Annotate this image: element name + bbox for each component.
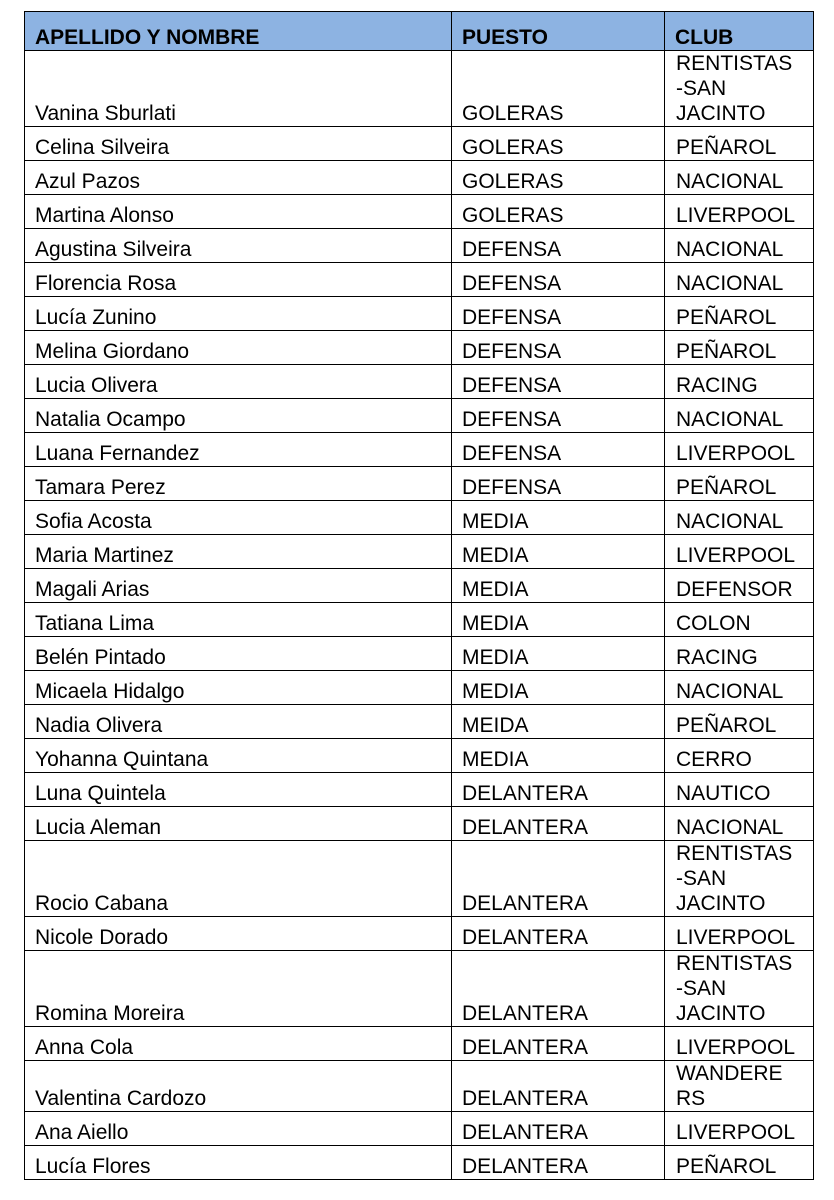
table-row xyxy=(25,739,814,773)
club-line: JACINTO xyxy=(676,892,766,915)
club-line: RS xyxy=(676,1087,706,1110)
player-club xyxy=(665,535,814,569)
player-name: Valentina Cardozo xyxy=(25,1061,452,1112)
player-position: MEDIA xyxy=(452,569,665,603)
table-row xyxy=(25,399,814,433)
player-name: Magali Arias xyxy=(25,569,452,603)
player-club xyxy=(665,569,814,603)
club-line: PEÑAROL xyxy=(676,714,777,737)
player-position: GOLERAS xyxy=(452,161,665,195)
club-line: LIVERPOOL xyxy=(676,442,796,465)
player-club xyxy=(665,671,814,705)
player-name: Azul Pazos xyxy=(25,161,452,195)
table-row xyxy=(25,297,814,331)
player-name: Micaela Hidalgo xyxy=(25,671,452,705)
player-name: Anna Cola xyxy=(25,1027,452,1061)
player-position: MEDIA xyxy=(452,501,665,535)
header-position: PUESTO xyxy=(452,12,665,51)
player-club xyxy=(665,399,814,433)
player-name: Sofia Acosta xyxy=(25,501,452,535)
club-line: LIVERPOOL xyxy=(676,1036,796,1059)
club-line: LIVERPOOL xyxy=(676,544,796,567)
club-line: JACINTO xyxy=(676,1002,766,1025)
club-line: PEÑAROL xyxy=(676,340,777,363)
player-name: Natalia Ocampo xyxy=(25,399,452,433)
player-position: MEDIA xyxy=(452,637,665,671)
table-row xyxy=(25,705,814,739)
player-name: Tamara Perez xyxy=(25,467,452,501)
club-line: NACIONAL xyxy=(676,408,784,431)
player-club xyxy=(665,127,814,161)
player-position: DELANTERA xyxy=(452,1027,665,1061)
club-line: -SAN xyxy=(676,977,727,1000)
club-line: NACIONAL xyxy=(676,170,784,193)
header-name: APELLIDO Y NOMBRE xyxy=(25,12,452,51)
player-position: GOLERAS xyxy=(452,51,665,127)
player-club xyxy=(665,501,814,535)
roster-body xyxy=(25,51,814,1180)
player-club xyxy=(665,773,814,807)
player-position: DEFENSA xyxy=(452,331,665,365)
player-club xyxy=(665,467,814,501)
table-row xyxy=(25,467,814,501)
table-row xyxy=(25,331,814,365)
club-line: NACIONAL xyxy=(676,510,784,533)
player-club xyxy=(665,365,814,399)
club-line: PEÑAROL xyxy=(676,476,777,499)
player-position: DELANTERA xyxy=(452,807,665,841)
player-position: DEFENSA xyxy=(452,229,665,263)
player-club xyxy=(665,603,814,637)
player-name: Celina Silveira xyxy=(25,127,452,161)
player-name: Yohanna Quintana xyxy=(25,739,452,773)
table-row xyxy=(25,637,814,671)
table-row xyxy=(25,535,814,569)
player-club xyxy=(665,263,814,297)
table-row xyxy=(25,263,814,297)
club-line: RENTISTAS xyxy=(676,842,793,865)
player-name: Lucía Zunino xyxy=(25,297,452,331)
player-name: Martina Alonso xyxy=(25,195,452,229)
player-name: Ana Aiello xyxy=(25,1112,452,1146)
player-club xyxy=(665,1027,814,1061)
club-line: LIVERPOOL xyxy=(676,204,796,227)
header-row xyxy=(25,12,814,51)
club-line: -SAN xyxy=(676,77,727,100)
player-club xyxy=(665,951,814,1027)
player-club xyxy=(665,1112,814,1146)
player-name: Lucia Aleman xyxy=(25,807,452,841)
table-row xyxy=(25,365,814,399)
table-row xyxy=(25,161,814,195)
player-position: MEDIA xyxy=(452,739,665,773)
player-club xyxy=(665,433,814,467)
player-club xyxy=(665,1146,814,1180)
player-position: MEDIA xyxy=(452,603,665,637)
player-club xyxy=(665,161,814,195)
player-club xyxy=(665,637,814,671)
player-position: DELANTERA xyxy=(452,1061,665,1112)
player-club xyxy=(665,841,814,917)
table-row xyxy=(25,229,814,263)
player-club xyxy=(665,739,814,773)
club-line: NAUTICO xyxy=(676,782,771,805)
table-row xyxy=(25,671,814,705)
player-position: DELANTERA xyxy=(452,1112,665,1146)
table-row xyxy=(25,501,814,535)
table-row xyxy=(25,1061,814,1112)
player-position: GOLERAS xyxy=(452,127,665,161)
club-line: COLON xyxy=(676,612,751,635)
club-line: PEÑAROL xyxy=(676,306,777,329)
player-club xyxy=(665,917,814,951)
player-name: Tatiana Lima xyxy=(25,603,452,637)
club-line: DEFENSOR xyxy=(676,578,793,601)
club-line: LIVERPOOL xyxy=(676,1121,796,1144)
player-name: Vanina Sburlati xyxy=(25,51,452,127)
club-line: -SAN xyxy=(676,867,727,890)
player-club xyxy=(665,331,814,365)
player-name: Luna Quintela xyxy=(25,773,452,807)
table-row xyxy=(25,195,814,229)
player-club xyxy=(665,51,814,127)
player-position: MEDIA xyxy=(452,535,665,569)
roster-table xyxy=(24,11,814,1180)
club-line: CERRO xyxy=(676,748,752,771)
player-position: GOLERAS xyxy=(452,195,665,229)
table-row xyxy=(25,1112,814,1146)
player-name: Rocio Cabana xyxy=(25,841,452,917)
player-position: DELANTERA xyxy=(452,841,665,917)
player-name: Nadia Olivera xyxy=(25,705,452,739)
player-position: DELANTERA xyxy=(452,1146,665,1180)
club-line: NACIONAL xyxy=(676,680,784,703)
table-row xyxy=(25,1027,814,1061)
club-line: JACINTO xyxy=(676,102,766,125)
player-position: DEFENSA xyxy=(452,399,665,433)
club-line: PEÑAROL xyxy=(676,1155,777,1178)
table-row xyxy=(25,603,814,637)
player-name: Melina Giordano xyxy=(25,331,452,365)
player-name: Florencia Rosa xyxy=(25,263,452,297)
club-line: NACIONAL xyxy=(676,238,784,261)
table-row xyxy=(25,433,814,467)
player-name: Belén Pintado xyxy=(25,637,452,671)
club-line: RACING xyxy=(676,646,758,669)
club-line: RENTISTAS xyxy=(676,52,793,75)
table-row xyxy=(25,1146,814,1180)
player-club xyxy=(665,297,814,331)
player-name: Lucía Flores xyxy=(25,1146,452,1180)
table-row xyxy=(25,569,814,603)
player-name: Romina Moreira xyxy=(25,951,452,1027)
player-name: Agustina Silveira xyxy=(25,229,452,263)
player-position: DELANTERA xyxy=(452,951,665,1027)
club-line: PEÑAROL xyxy=(676,136,777,159)
player-position: DEFENSA xyxy=(452,467,665,501)
club-line: LIVERPOOL xyxy=(676,926,796,949)
table-row xyxy=(25,127,814,161)
player-position: MEIDA xyxy=(452,705,665,739)
header-club: CLUB xyxy=(665,12,814,51)
table-row xyxy=(25,773,814,807)
player-position: DEFENSA xyxy=(452,365,665,399)
player-name: Luana Fernandez xyxy=(25,433,452,467)
player-position: DELANTERA xyxy=(452,917,665,951)
player-club xyxy=(665,1061,814,1112)
player-club xyxy=(665,807,814,841)
club-line: WANDERE xyxy=(676,1062,783,1085)
table-row xyxy=(25,51,814,127)
club-line: RENTISTAS xyxy=(676,952,793,975)
club-line: NACIONAL xyxy=(676,816,784,839)
player-club xyxy=(665,229,814,263)
table-row xyxy=(25,951,814,1027)
player-name: Nicole Dorado xyxy=(25,917,452,951)
player-club xyxy=(665,705,814,739)
club-line: RACING xyxy=(676,374,758,397)
player-position: DEFENSA xyxy=(452,263,665,297)
table-row xyxy=(25,841,814,917)
table-row xyxy=(25,917,814,951)
player-position: DELANTERA xyxy=(452,773,665,807)
table-row xyxy=(25,807,814,841)
player-name: Maria Martinez xyxy=(25,535,452,569)
player-position: DEFENSA xyxy=(452,433,665,467)
player-name: Lucia Olivera xyxy=(25,365,452,399)
player-position: MEDIA xyxy=(452,671,665,705)
club-line: NACIONAL xyxy=(676,272,784,295)
player-position: DEFENSA xyxy=(452,297,665,331)
player-club xyxy=(665,195,814,229)
